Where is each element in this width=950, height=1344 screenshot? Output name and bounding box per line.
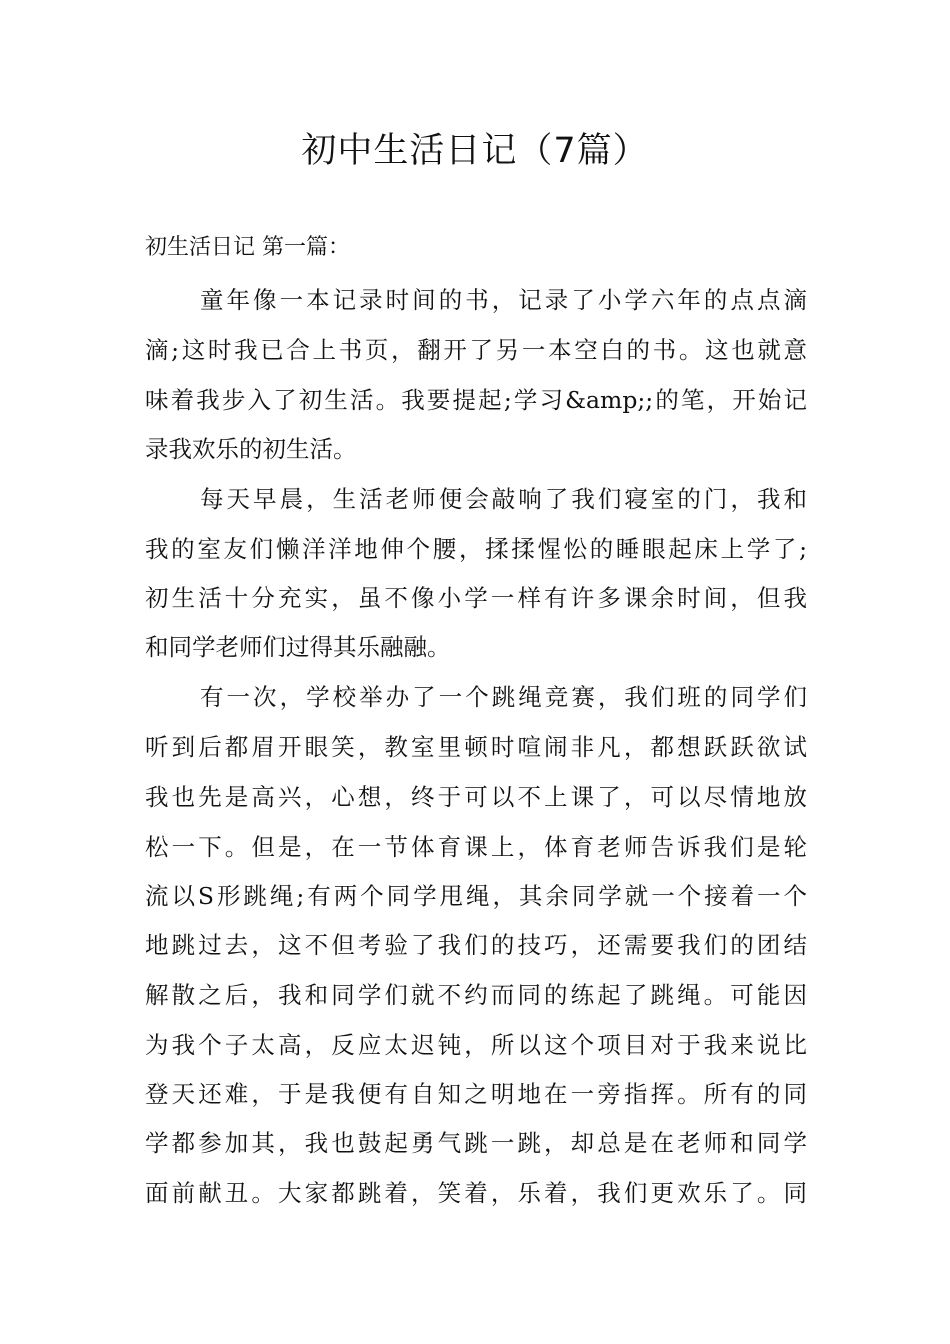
paragraph-1-line-2: 滴;这时我已合上书页，翻开了另一本空白的书。这也就意 (145, 336, 807, 364)
paragraph-1-line-3: 味着我步入了初生活。我要提起;学习&amp;;的笔，开始记 (145, 386, 807, 414)
paragraph-3-line-11: 面前献丑。大家都跳着，笑着，乐着，我们更欢乐了。同 (145, 1179, 807, 1207)
paragraph-3-line-1: 有一次，学校举办了一个跳绳竞赛，我们班的同学们 (200, 683, 807, 711)
paragraph-3-line-2: 听到后都眉开眼笑，教室里顿时喧闹非凡，都想跃跃欲试 (145, 733, 807, 761)
paragraph-3-line-9: 登天还难，于是我便有自知之明地在一旁指挥。所有的同 (145, 1080, 807, 1108)
paragraph-2-line-2: 我的室友们懒洋洋地伸个腰，揉揉惺忪的睡眼起床上学了; (145, 535, 807, 563)
paragraph-3-line-5: 流以S形跳绳;有两个同学甩绳，其余同学就一个接着一个 (145, 882, 807, 910)
paragraph-3-line-4: 松一下。但是，在一节体育课上，体育老师告诉我们是轮 (145, 833, 807, 861)
paragraph-3-line-3: 我也先是高兴，心想，终于可以不上课了，可以尽情地放 (145, 783, 807, 811)
paragraph-2-line-3: 初生活十分充实，虽不像小学一样有许多课余时间，但我 (145, 584, 807, 612)
section-heading: 初生活日记 第一篇： (145, 235, 350, 260)
paragraph-3-line-7: 解散之后，我和同学们就不约而同的练起了跳绳。可能因 (145, 981, 807, 1009)
paragraph-1-line-1: 童年像一本记录时间的书，记录了小学六年的点点滴 (200, 286, 807, 314)
paragraph-2-line-1: 每天早晨，生活老师便会敲响了我们寝室的门，我和 (200, 485, 807, 513)
paragraph-1-line-4: 录我欢乐的初生活。 (145, 435, 357, 463)
paragraph-3-line-10: 学都参加其，我也鼓起勇气跳一跳，却总是在老师和同学 (145, 1129, 807, 1157)
paragraph-3-line-6: 地跳过去，这不但考验了我们的技巧，还需要我们的团结 (145, 931, 807, 959)
paragraph-2-line-4: 和同学老师们过得其乐融融。 (145, 633, 451, 661)
paragraph-3-line-8: 为我个子太高，反应太迟钝，所以这个项目对于我来说比 (145, 1031, 807, 1059)
document-title: 初中生活日记（7篇） (301, 131, 649, 171)
